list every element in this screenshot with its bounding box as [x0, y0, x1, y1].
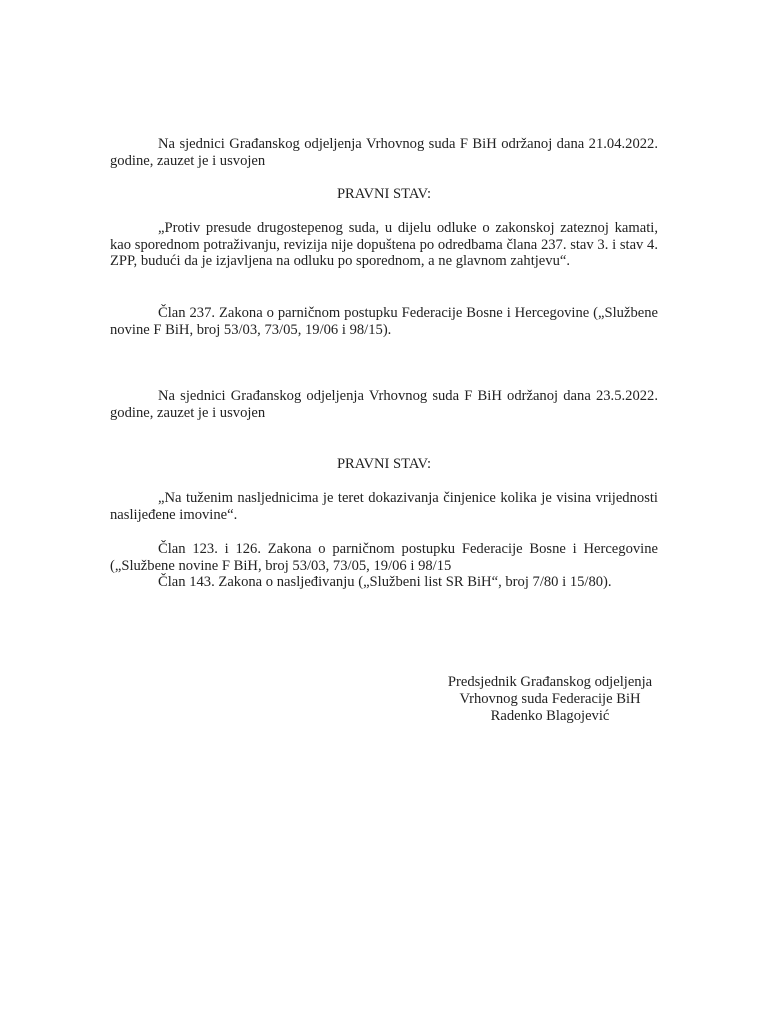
signature-block [430, 674, 670, 725]
section2-legal-position: „Na tuženim nasljednicima je teret dokazivanja činjenice kolika je visina vrijednosti naslijeđene imovine“. [110, 490, 658, 523]
section2-reference-2: Član 143. Zakona o nasljeđivanju („Službeni list SR BiH“, broj 7/80 i 15/80). [158, 574, 612, 590]
signature-name: Radenko Blagojević [490, 708, 610, 724]
section1-reference: Član 237. Zakona o parničnom postupku Federacije Bosne i Hercegovine („Službene novine F BiH, broj 53/03, 73/05, 19/06 i 98/15). [110, 305, 658, 338]
signature-title: Predsjednik Građanskog odjeljenja [447, 674, 653, 690]
signature-court: Vrhovnog suda Federacije BiH [459, 691, 641, 707]
section2-intro: Na sjednici Građanskog odjeljenja Vrhovnog suda F BiH održanoj dana 23.5.2022. godine, zauzet je i usvojen [110, 388, 658, 421]
section1-heading: PRAVNI STAV: [336, 186, 432, 202]
section1-intro: Na sjednici Građanskog odjeljenja Vrhovnog suda F BiH održanoj dana 21.04.2022. godine, zauzet je i usvojen [110, 136, 658, 169]
section2-reference-1: Član 123. i 126. Zakona o parničnom postupku Federacije Bosne i Hercegovine („Službene novine F BiH, broj 53/03, 73/05, 19/06 i 98/15 [110, 541, 658, 574]
section1-legal-position: „Protiv presude drugostepenog suda, u dijelu odluke o zakonskoj zateznoj kamati, kao sporednom potraživanju, revizija nije dopuštena po odredbama člana 237. stav 3. i stav 4. ZPP, budući da je izjavljena na odluku po sporednom, a ne glavnom zahtjevu“. [110, 220, 658, 270]
section2-heading: PRAVNI STAV: [336, 456, 432, 472]
